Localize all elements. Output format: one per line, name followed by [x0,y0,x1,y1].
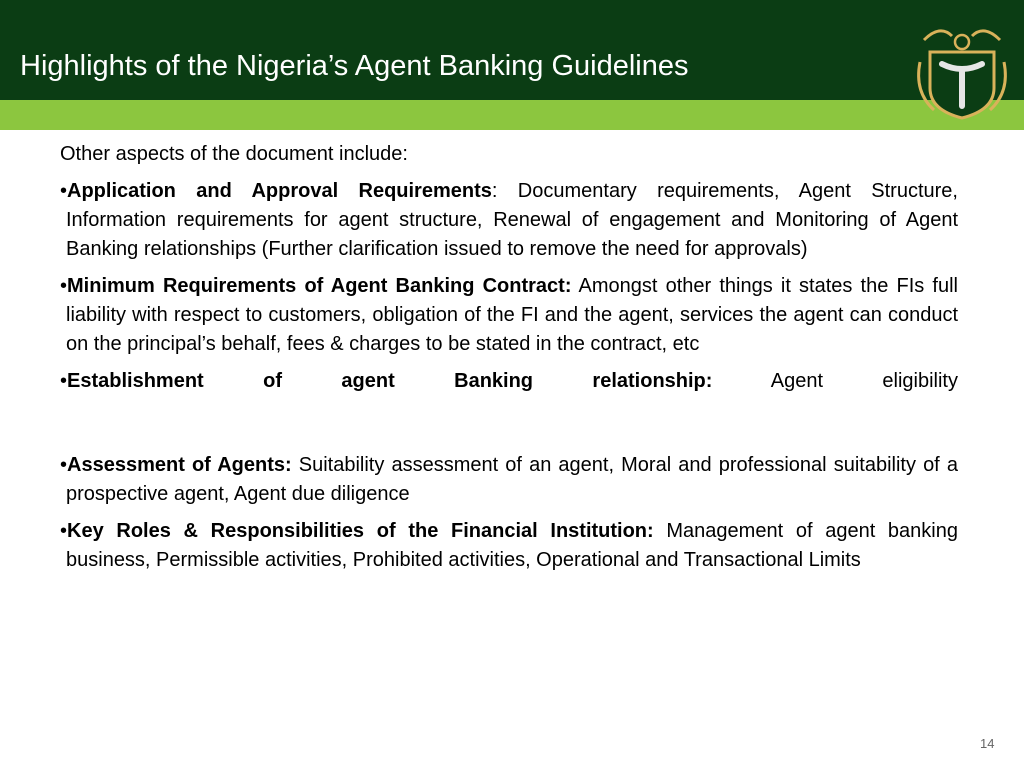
slide-header [0,0,1024,100]
bullet-heading: Key Roles & Responsibilities of the Financial Institution: [67,520,654,542]
bullet-heading: Minimum Requirements of Agent Banking Contract: [67,275,572,297]
bullet-separator: : [491,180,498,202]
bullet-text: Management of agent banking business, Permissible activities, Prohibited activities, Operational and Transactional Limits [66,520,958,571]
bullet-text: Amongst other things it states the FIs full liability with respect to customers, obligation of the FI and the agent, services the agent can conduct on the principal’s behalf, fees & charges to be stated in the contract, etc [66,275,958,355]
bullet-assessment: •Assessment of Agents: Suitability assessment of an agent, Moral and professional suitability of a prospective agent, Agent due diligence [60,454,958,505]
slide-body [60,140,958,583]
bullet-heading: Establishment of agent Banking relationship: [67,370,713,392]
bullet-text: Suitability assessment of an agent, Moral and professional suitability of a prospective agent, Agent due diligence [66,454,958,505]
bullet-heading: Application and Approval Requirements [67,180,492,202]
intro-text: Other aspects of the document include: [60,143,408,165]
header-stripe [0,100,1024,130]
bullet-text: Agent eligibility [712,370,958,392]
slide-title: Highlights of the Nigeria’s Agent Banking Guidelines [20,50,689,82]
page-number: 14 [980,736,995,751]
central-bank-crest-icon [912,22,1012,122]
bullet-establishment: •Establishment of agent Banking relationship: Agent eligibility [60,370,958,392]
bullet-application-approval: •Application and Approval Requirements: Documentary requirements, Agent Structure, Information requirements for agent structure, Renewal of engagement and Monitoring of Agent Banking relationships (Further clarification issued to remove the need for approvals) [60,180,958,260]
bullet-text: Documentary requirements, Agent Structure, Information requirements for agent structure, Renewal of engagement and Monitoring of Agent Banking relationships (Further clarification issued to remove the need for approvals) [66,180,958,260]
bullet-key-roles: •Key Roles & Responsibilities of the Financial Institution: Management of agent banking business, Permissible activities, Prohibited activities, Operational and Transactional Limits [60,520,958,571]
bullet-heading: Assessment of Agents: [67,454,292,476]
bullet-minimum-requirements: •Minimum Requirements of Agent Banking Contract: Amongst other things it states the FIs full liability with respect to customers, obligation of the FI and the agent, services the agent can conduct on the principal’s behalf, fees & charges to be stated in the contract, etc [60,275,958,355]
